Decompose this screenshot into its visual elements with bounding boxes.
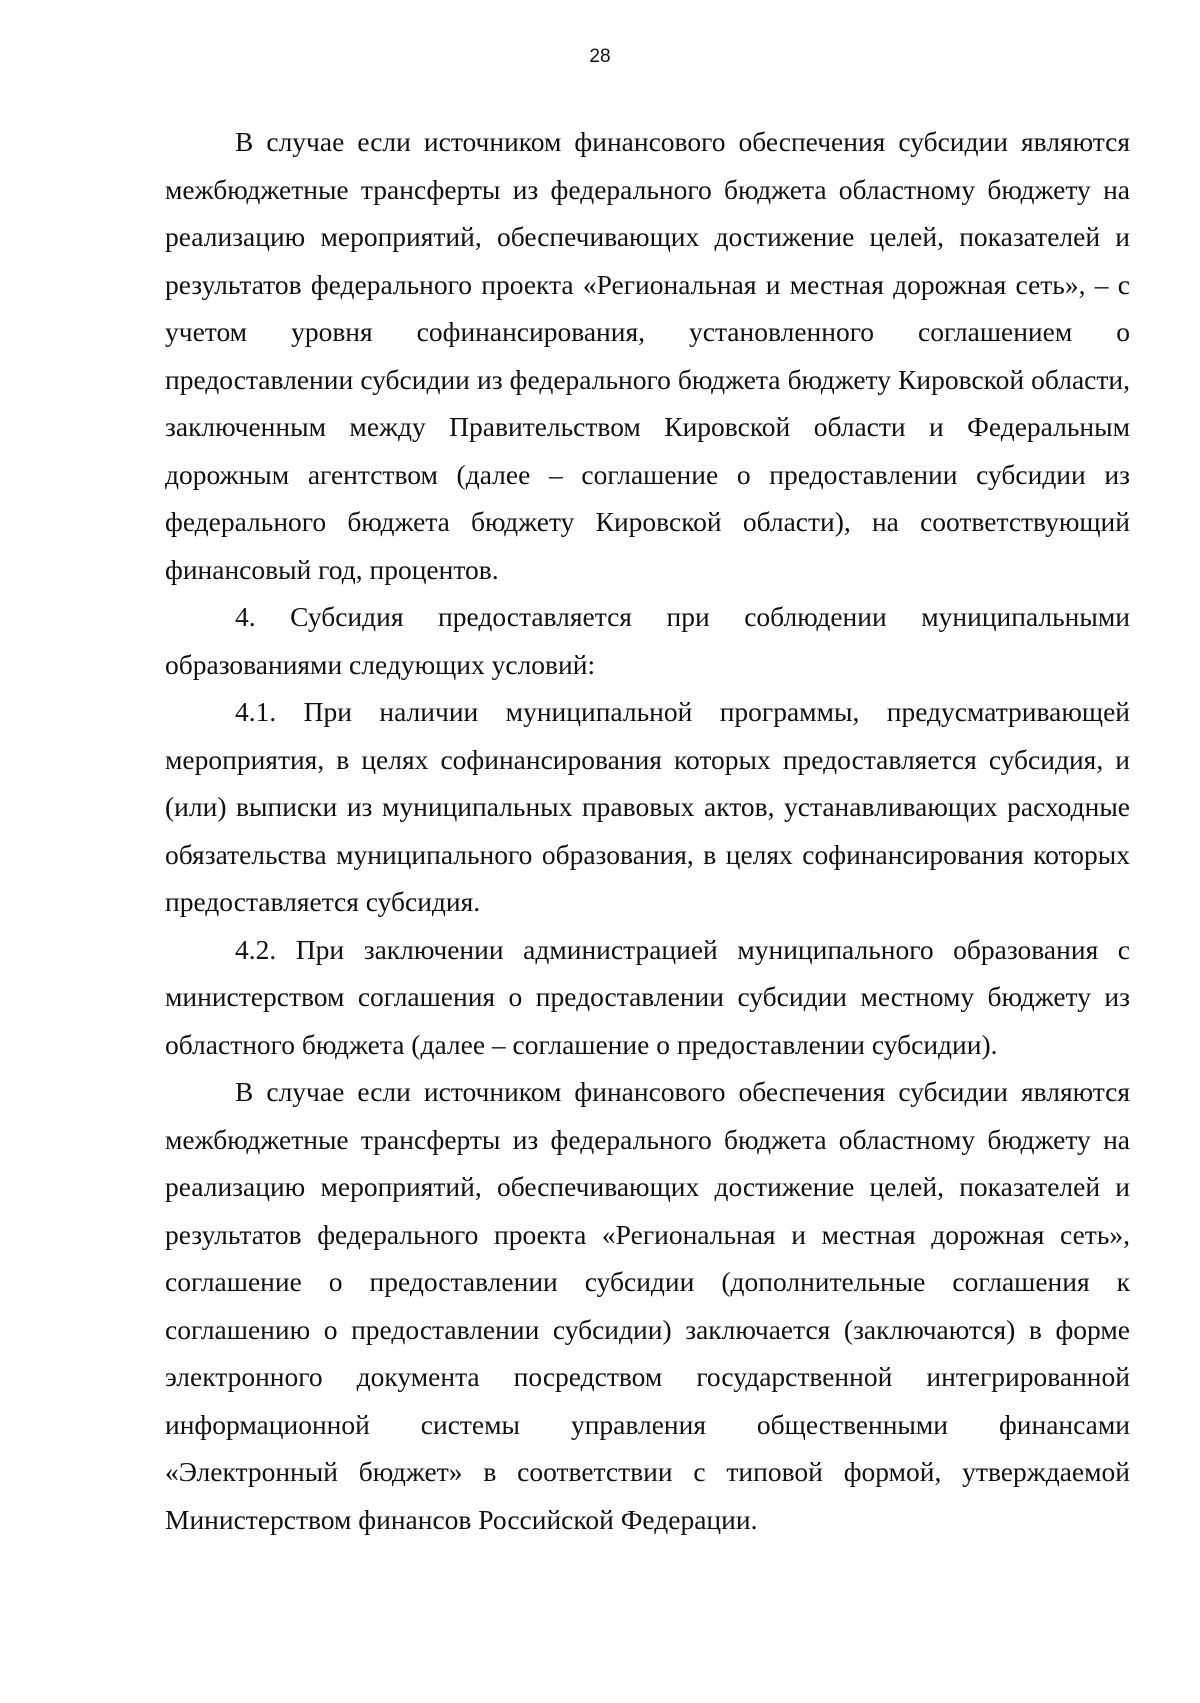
document-body (165, 118, 1130, 1543)
page-number: 28 (589, 46, 611, 67)
paragraph-federal-funding-cofinancing: В случае если источником финансового обеспечения субсидии являются межбюджетные трансферты из федерального бюджета областному бюджету на реализацию мероприятий, обеспечивающих достижение целей, показателей и результатов федерального проекта «Региональная и местная дорожная сеть», – с учетом уровня софинансирования, установленного соглашением о предоставлении субсидии из федерального бюджета бюджету Кировской области, заключенным между Правительством Кировской области и Федеральным дорожным агентством (далее – соглашение о предоставлении субсидии из федерального бюджета бюджету Кировской области), на соответствующий финансовый год, процентов. (165, 126, 1130, 585)
paragraph-4-2-agreement: 4.2. При заключении администрацией муниципального образования с министерством соглашения о предоставлении субсидии местному бюджету из областного бюджета (далее – соглашение о предоставлении субсидии). (165, 933, 1130, 1060)
paragraph-electronic-budget: В случае если источником финансового обеспечения субсидии являются межбюджетные трансферты из федерального бюджета областному бюджету на реализацию мероприятий, обеспечивающих достижение целей, показателей и результатов федерального проекта «Региональная и местная дорожная сеть», соглашение о предоставлении субсидии (дополнительные соглашения к соглашению о предоставлении субсидии) заключается (заключаются) в форме электронного документа посредством государственной интегрированной информационной системы управления общественными финансами «Электронный бюджет» в соответствии с типовой формой, утверждаемой Министерством финансов Российской Федерации. (165, 1076, 1130, 1535)
paragraph-4-conditions: 4. Субсидия предоставляется при соблюдении муниципальными образованиями следующих условий: (165, 601, 1130, 680)
paragraph-4-1-municipal-program: 4.1. При наличии муниципальной программы, предусматривающей мероприятия, в целях софинансирования которых предоставляется субсидия, и (или) выписки из муниципальных правовых актов, устанавливающих расходные обязательства муниципального образования, в целях софинансирования которых предоставляется субсидия. (165, 696, 1130, 917)
